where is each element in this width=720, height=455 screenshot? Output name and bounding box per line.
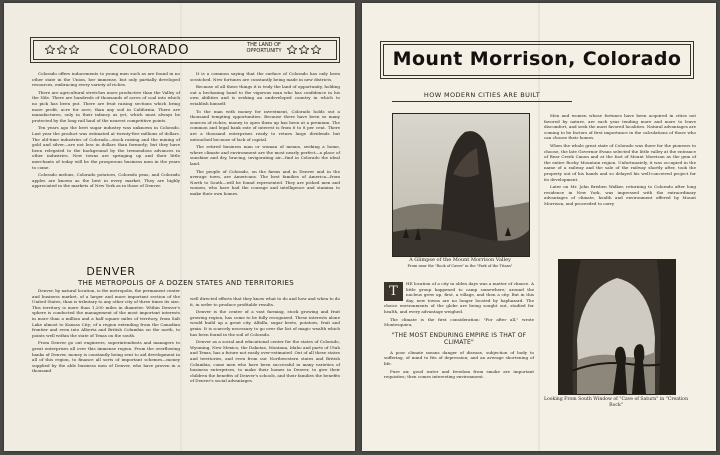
paragraph: The climate is the first consideration: "For after all," wrote Montesquieu, [384, 316, 534, 328]
paragraph: Men and women whose fortunes have been acquired in cities not favored by nature, are each year tending more and more to leave discomfort, and seek the most favored localities. Natural advantages are coming to be factors of first importance in the calculations of those who can choose their homes. [544, 113, 696, 141]
intro-text: HE location of a city in olden days was a matter of chance. A little group happened to camp somewhere; around the nucleus grew up, first, a village, and then a city. But in this day, new towns are no longer located by haphazard. The choice environments of the globe are being sought out, studied for health, and every advantage weighed. [384, 281, 534, 314]
paragraph: Denver is the center of a vast farming, stock growing and fruit growing region, has come to be fully recognized. These interests alone would build up a great city. Alfalfa, sugar beets, potatoes, fruit and grain. It is scarcely necessary to go over the list of magic wealth which has been found in the soil of Colorado. [190, 309, 340, 337]
colorado-title: COLORADO [109, 43, 190, 58]
paragraph: Ten years ago the beet sugar industry was unknown in Colorado. Last year the product was estimated at twenty-five millions of dollars. The old-time industries of Colorado—stock raising and the mining of gold and silver—are not less in dollars than formerly; but they have been relegated to the background by the tremendous advances in other industries. New towns are springing up and their little merchants of today will be the prosperous business men in the years to come. [32, 125, 180, 170]
denver-heading [32, 265, 340, 287]
paragraph: Colorado melons, Colorado potatoes, Colorado peas, and Colorado apples are known as the best in every market. They are highly appreciated in the markets of New York as in those of Denver. [32, 172, 180, 189]
paragraph: Later on Mr. John Brisben Walker, returning to Colorado after long residence in New York, was impressed with the extraordinary advantages of climate, health and environment offered by Mount Morrison, and proceeded to carry [544, 184, 696, 206]
intro-paragraph [384, 281, 534, 315]
paragraph: The people of Colorado, on the farms and in Denver and in the average town, are Americans. The best families of America—from North to South—will be found represented. They are picked men and women, who have had the courage and intelligence and stamina to make their own homes. [190, 168, 340, 196]
columbine-flowers-left-icon [45, 45, 79, 54]
mount-morrison-banner [380, 41, 694, 79]
cave-photo-caption: Looking From South Window of "Cave of Saturn" in "Creation Rock" [543, 397, 689, 408]
paragraph: Pure air, good water and freedom from smoke are important requisites; then comes interesting environment. [384, 368, 534, 380]
paragraph: well directed efforts that they know what to do and how and when to do it, in order to produce profitable results. [190, 296, 340, 307]
paragraph: Denver, by natural location, is the metropolis, the permanent center and business market, of a larger and more important section of the United States, than is tributary to any other city of three times its size. This territory is more than 1,200 miles in diameter. Within Denver's sphere is conducted the management of the most important interests in more than a million and a half square miles of territory, from Salt Lake almost to Kansas City; of a region extending from the Canadian frontier and even into Alberta and British Columbia on the north, to points well within the state of Texas on the south. [32, 288, 180, 338]
colorado-header-banner [30, 37, 340, 63]
drop-cap-letter: T [384, 282, 403, 301]
photo-subcaption: From near the "Rock of Caves" in the "Park of the Titans" [407, 264, 513, 268]
paragraph: From Denver go out engineers, superintendents and managers to great enterprises all over this immense region. From the overflowing banks of Denver, money is constantly being sent to aid development in all of this region, to finance all sorts of important schemes—money supplied by the able business men of Denver, who have proven in a thousand [32, 340, 180, 374]
valley-photo-caption [388, 257, 532, 269]
colorado-column-2 [190, 71, 340, 198]
paragraph: Denver as a social and educational center for the states of Colorado, Wyoming, New Mexico, the Dakotas, Montana, Idaho and parts of Utah and Texas, has a future not easily over-estimated. Out of all these states and territories, and even from our Northwestern states and British Columbia, come men who have been successful in many varieties of business enterprises, to make their homes in Denver, to give their children the benefits of Denver's schools, and their families the benefits of Denver's social advantages. [190, 339, 340, 384]
article-column-2 [544, 113, 696, 209]
paragraph: There are agricultural stretches more productive than the Valley of the Nile. There are hundreds of thousands of acres of coal into which no pick has been put. There are fruit raising sections which bring more profit, acre for acre, than any soil in California. There are manufactures, only in their infancy as yet, which must always be protected by the long rail haul of the nearest competitive points. [32, 89, 180, 123]
colorado-column-1 [32, 71, 180, 191]
columbine-flowers-right-icon [287, 45, 321, 54]
paragraph: The retired business man or woman of means, seeking a home, where climate and environment are the most nearly perfect—a place of sunshine and dry, bracing, invigorating air—find in Colorado the ideal land. [190, 144, 340, 166]
left-page [4, 3, 355, 451]
cave-of-saturn-photo [558, 259, 676, 395]
article-column-1 [384, 281, 534, 382]
page-fold [180, 3, 182, 451]
page-title: Mount Morrison, Colorado [392, 48, 682, 70]
paragraph: It is a common saying that the surface of Colorado has only been scratched. New fortunes are constantly being made in new districts. [190, 71, 340, 82]
colorado-tagline: THE LAND OF OPPORTUNITY [246, 42, 282, 54]
denver-column-1 [32, 288, 180, 376]
paragraph: When the whole great state of Colorado was there for the pioneers to choose, the late Governor Evans selected the little valley at the entrance of Bear Creek Canon and at the foot of Mount Morrison as the gem of the entire Rocky Mountain region. Unfortunately, it was occupied in the name of a railway and the sale of the railway shortly after, took the property out of his hands and so delayed his well-conceived project for its development. [544, 142, 696, 182]
climate-quote-heading: "THE MOST ENDURING EMPIRE IS THAT OF CLIMATE" [391, 331, 527, 347]
right-page [362, 3, 716, 451]
denver-title: DENVER [86, 265, 136, 278]
paragraph: To the man with money for investment, Colorado holds out a thousand tempting opportunities. Because there have been so many sources of riches, money to open them up has been at a premium. The common and legal bank rate of interest is from 6 to 8 per cent. There are a thousand enterprises ready to return large dividends but untouched because of lack of capital. [190, 108, 340, 142]
paragraph: Colorado offers inducements to young men such as are found in no other state in the Union, her immense, but only partially developed resources, embracing every variety of riches. [32, 71, 180, 88]
photo-caption: A Glimpse of the Mount Morrison Valley [409, 257, 511, 263]
page-subtitle: HOW MODERN CITIES ARE BUILT [392, 91, 572, 102]
denver-column-2 [190, 296, 340, 386]
paragraph: Because of all these things it is truly the land of opportunity, holding out a beckoning hand to the vigorous man who has confidence in his own abilities and is seeking an undeveloped country in which to establish himself. [190, 84, 340, 106]
mount-morrison-valley-photo [392, 113, 530, 257]
paragraph: A poor climate means danger of disease, subjection of body to suffering, of mind to fits of depression; and an average shortening of life. [384, 349, 534, 366]
denver-subtitle: THE METROPOLIS OF A DOZEN STATES AND TERRITORIES [78, 279, 294, 287]
